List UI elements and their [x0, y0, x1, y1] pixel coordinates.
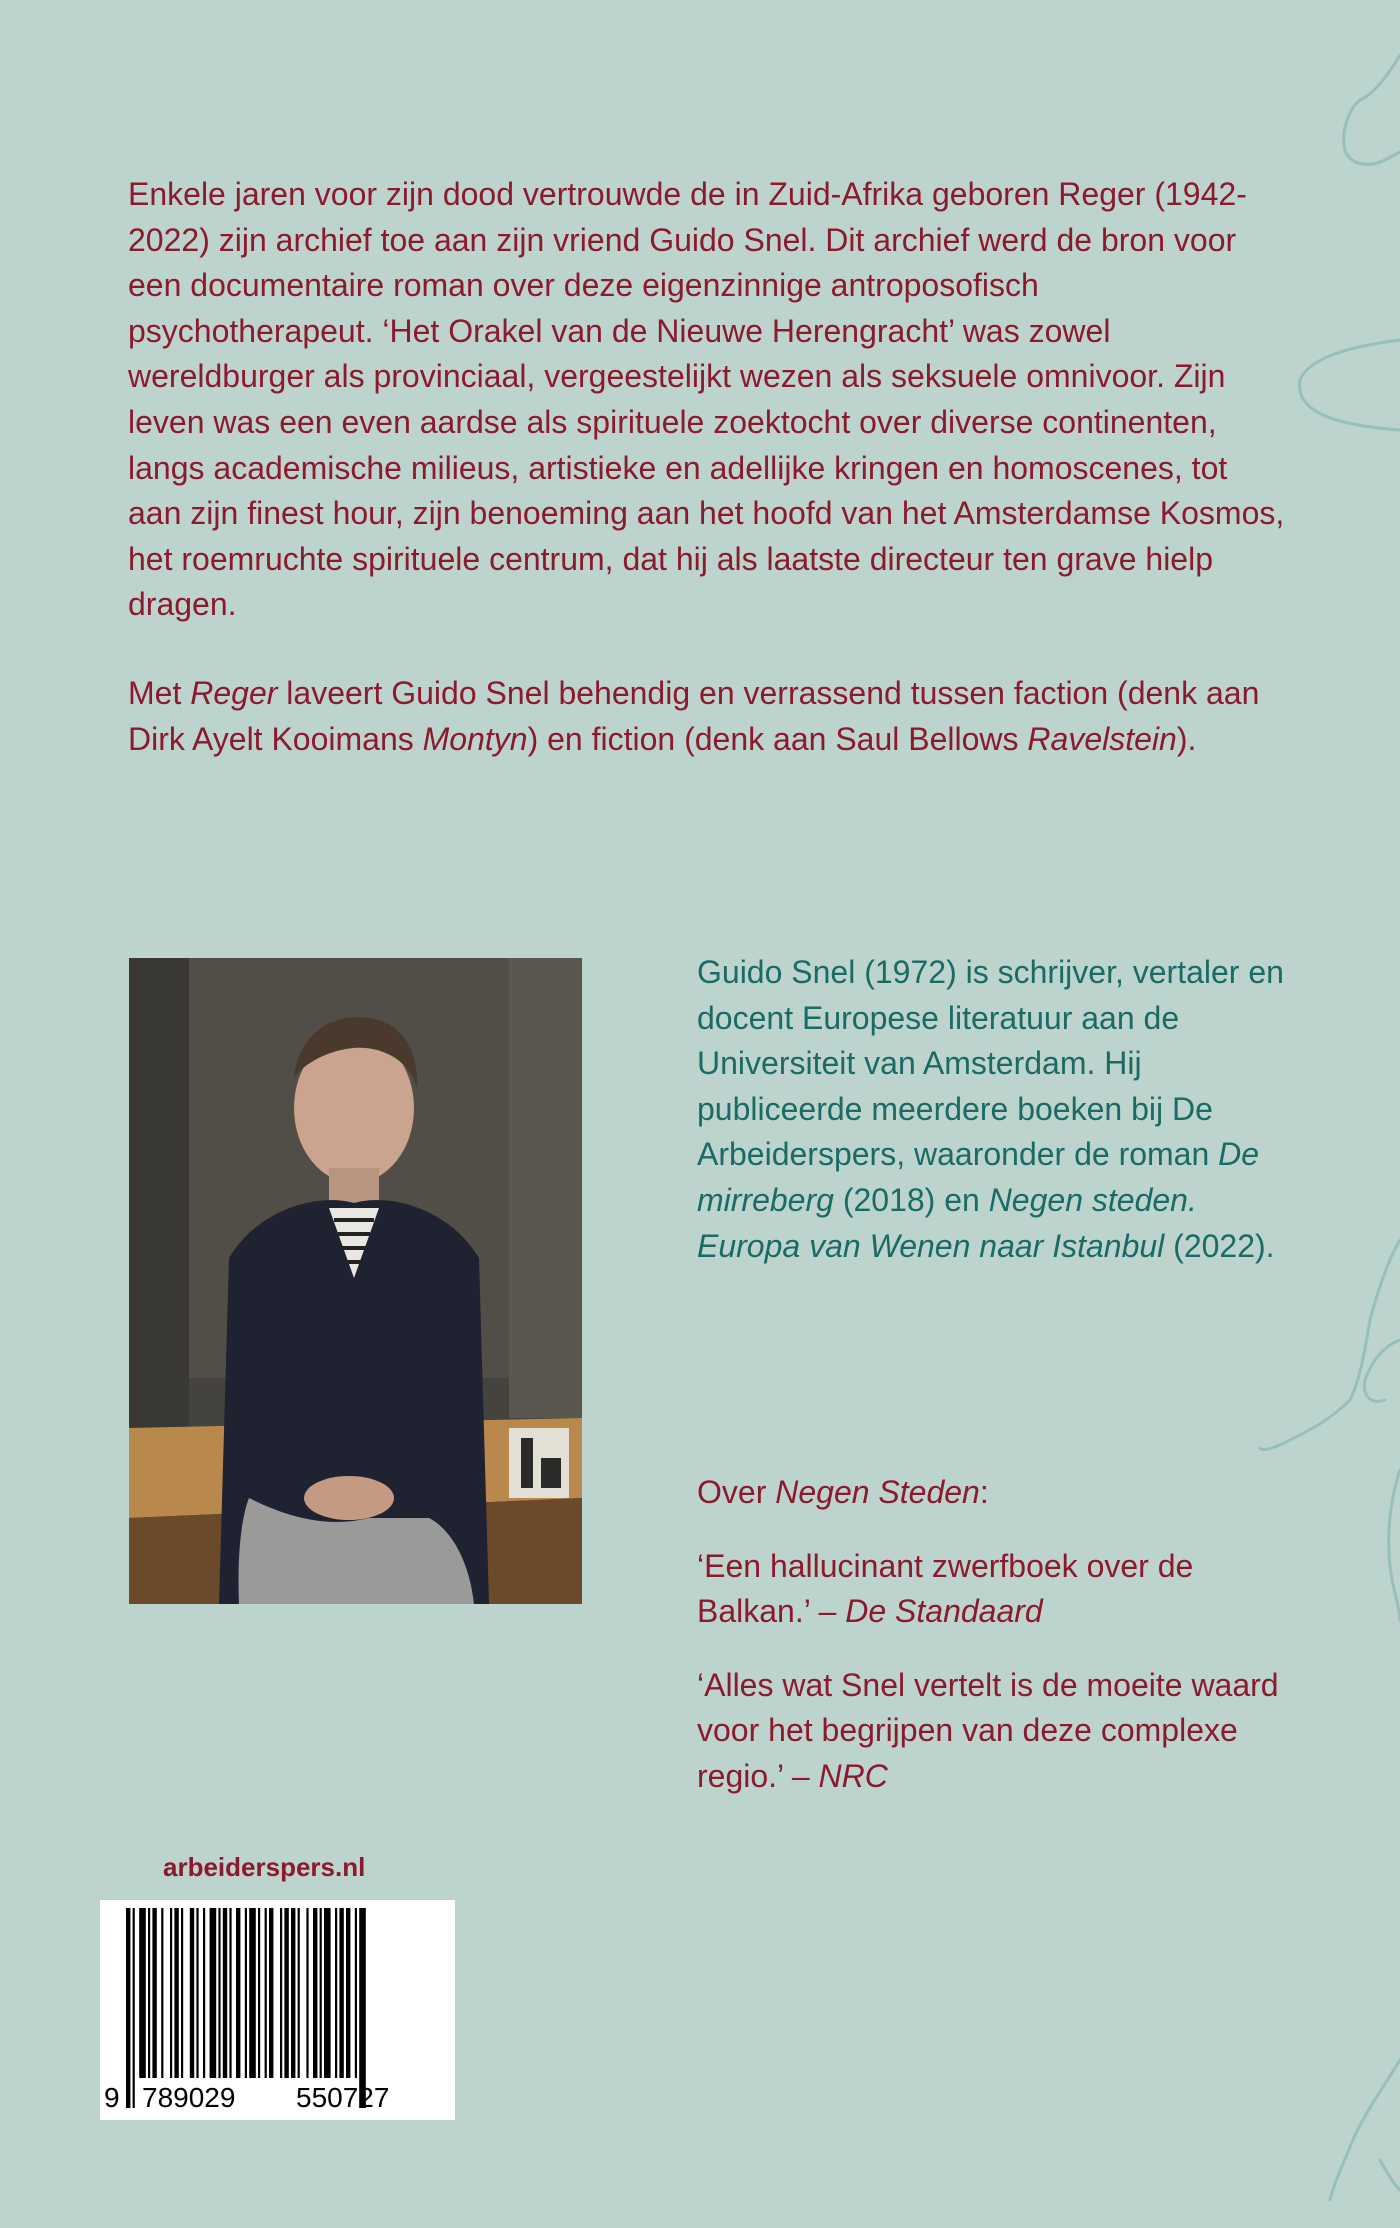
- barcode-bar: [152, 1908, 156, 2078]
- barcode-bar: [139, 1908, 146, 2078]
- barcode-bar: [359, 1908, 366, 2108]
- barcode-bar: [170, 1908, 172, 2078]
- barcode-digits: 9 789029 550727: [104, 2082, 390, 2113]
- blurb-paragraph-2: Met Reger laveert Guido Snel behendig en verrassend tussen faction (denk aan Dirk Ayelt Kooimans Montyn) en fiction (denk aan Saul Bellows Ravelstein).: [128, 674, 1260, 757]
- barcode-bar: [269, 1908, 273, 2078]
- barcode-bar: [236, 1908, 240, 2078]
- author-photo: [129, 958, 582, 1604]
- title-de-mirreberg: De mirreberg: [697, 1136, 1260, 1218]
- quote-nrc: ‘Alles wat Snel vertelt is de moeite waard voor het begrijpen van deze complexe regio.’ – NRC: [697, 1666, 1279, 1794]
- publisher-website[interactable]: arbeiderspers.nl: [163, 1852, 366, 1882]
- barcode-bar: [196, 1908, 198, 2078]
- barcode-bar: [181, 1908, 183, 2078]
- barcode-bar: [258, 1908, 260, 2078]
- barcode-bar: [346, 1908, 350, 2078]
- barcode-bar: [126, 1908, 130, 2108]
- barcode-bar: [291, 1908, 295, 2078]
- barcode-bar: [148, 1908, 150, 2078]
- barcode-bar: [174, 1908, 178, 2078]
- barcode-bar: [335, 1908, 337, 2078]
- barcode-bar: [280, 1908, 282, 2078]
- press-quotes: [697, 1470, 1297, 1800]
- author-bio: Guido Snel (1972) is schrijver, vertaler en docent Europese literatuur aan de Universiteit van Amsterdam. Hij publiceerde meerdere boeken bij De Arbeiderspers, waaronder de roman De mirreberg (2018) en Negen steden. Europa van Wenen naar Istanbul (2022).: [697, 954, 1284, 1264]
- barcode-bar: [161, 1908, 163, 2078]
- barcode-bar: [355, 1908, 357, 2078]
- barcode-bar: [324, 1908, 331, 2078]
- quotes-heading: Over Negen Steden:: [697, 1474, 989, 1510]
- title-reger: Reger: [190, 674, 278, 711]
- barcode-bar: [320, 1908, 322, 2078]
- barcode-bar: [210, 1908, 217, 2078]
- back-cover-blurb: [128, 172, 1288, 762]
- barcode-bar: [284, 1908, 288, 2078]
- barcode-bar: [298, 1908, 300, 2078]
- quote-de-standaard: ‘Een hallucinant zwerfboek over de Balkan.’ – De Standaard: [697, 1547, 1194, 1630]
- barcode-bar: [133, 1908, 135, 2108]
- barcode-bar: [306, 1908, 308, 2078]
- barcode-bar: [249, 1908, 256, 2078]
- quote-source: De Standaard: [845, 1593, 1043, 1630]
- barcode-bar: [265, 1908, 267, 2078]
- blurb-paragraph-1: Enkele jaren voor zijn dood vertrouwde de in Zuid-Afrika geboren Reger (1942-2022) zijn archief toe aan zijn vriend Guido Snel. Dit archief werd de bron voor een documentaire roman over deze eigenzinnige antroposofisch psychotherapeut. ‘Het Orakel van de Nieuwe Herengracht’ was zowel wereldburger als provinciaal, vergeestelijkt wezen als seksuele omnivoor. Zijn leven was een even aardse als spirituele zoektocht over diverse continenten, langs academische milieus, artistieke en adellijke kringen en homoscenes, tot aan zijn finest hour, zijn benoeming aan het hoofd van het Amsterdamse Kosmos, het roemruchte spirituele centrum, dat hij als laatste directeur ten grave hielp dragen.: [128, 176, 1285, 623]
- title-ravelstein: Ravelstein: [1027, 720, 1177, 757]
- barcode-bar: [203, 1908, 205, 2078]
- title-negen-steden: Negen steden. Europa van Wenen naar Istanbul: [697, 1181, 1197, 1264]
- isbn-barcode: [100, 1900, 455, 2120]
- barcode-bar: [229, 1908, 231, 2078]
- barcode-bar: [223, 1908, 227, 2078]
- barcode-bar: [339, 1908, 343, 2078]
- quote-source: NRC: [818, 1757, 888, 1794]
- title-montyn: Montyn: [422, 720, 528, 757]
- barcode-bar: [218, 1908, 220, 2078]
- barcode-bar: [245, 1908, 247, 2078]
- barcode-bar: [190, 1908, 194, 2078]
- barcode-bar: [313, 1908, 317, 2078]
